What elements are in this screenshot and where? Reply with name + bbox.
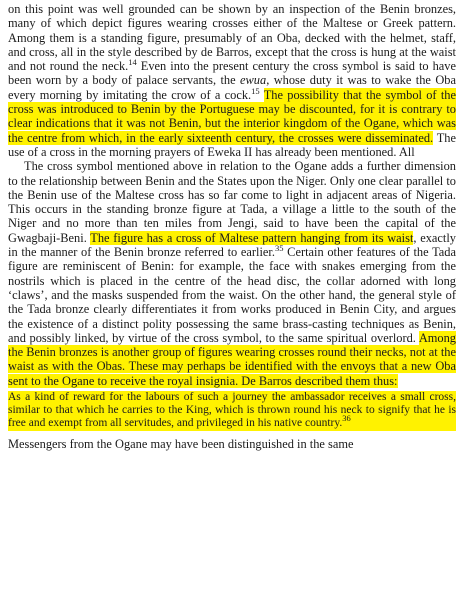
highlight-tada-cross: The figure has a cross of Maltese pattern hanging from its waist xyxy=(90,230,414,245)
paragraph-2-text-c: Certain other features of the Tada figure are reminiscent of Benin: for example, the face with snakes emerging from the nostrils which is placed in the centre of the head disc, the collar adorned with long ‘claws’, and the masks suspended from the waist. On the other hand, the general style of the Tada bronze clearly differentiates it from works produced in Benin City, and argues the existence of a distinct polity possessing the same brass-casting techniques as Benin, and possibly linked, by virtue of the cross symbol, to the same spiritual overlord. xyxy=(8,245,456,345)
paragraph-3-text: Messengers from the Ogane may have been distinguished in the same xyxy=(8,436,354,451)
paragraph-2 xyxy=(8,159,456,388)
paragraph-1-text-d: The use of a cross in the morning prayers of Eweka II has already been mentioned. All xyxy=(8,130,456,159)
paragraph-2-text-a: The cross symbol mentioned above in relation to the Ogane adds a further dimension to the relationship between Benin and the States upon the Niger. Only one clear parallel to the Benin use of the Maltese cross has so far come to light in adjacent areas of Nigeria. This occurs in the standing bronze figure at Tada, a village a little to the south of the Niger and no more than ten miles from Jengi, said to have been the capital of the Gwagbaji-Beni. xyxy=(8,159,456,245)
paragraph-3 xyxy=(8,437,456,451)
paragraph-1-text-c: , whose duty it was to wake the Oba every morning by imitating the crow of a cock. xyxy=(8,73,456,102)
paragraph-1-text-b: Even into the present century the cross symbol is said to have been worn by a body of palace servants, the xyxy=(8,59,456,88)
ewua-term: ewua xyxy=(240,73,267,88)
footnote-ref-14[interactable]: 14 xyxy=(128,57,137,68)
de-barros-quote xyxy=(8,391,456,431)
paragraph-1 xyxy=(8,2,456,159)
quote-text: As a kind of reward for the labours of such a journey the ambassador receives a small cross, similar to that which he carries to the King, which is thrown round his neck to signify that he is free and exempt from all servitudes, and privileged in his native country. xyxy=(8,391,456,430)
footnote-ref-15[interactable]: 15 xyxy=(251,85,260,96)
footnote-ref-36[interactable]: 36 xyxy=(342,413,351,424)
paragraph-2-text-b: , exactly in the manner of the Benin bronze referred to earlier. xyxy=(8,230,456,260)
highlight-envoys: Among the Benin bronzes is another group of figures wearing crosses round their necks, not at the waist as with the Obas. These may perhaps be identified with the envoys that a new Oba sent to the Ogane to receive the royal insignia. De Barros described them thus: xyxy=(8,330,456,388)
paragraph-1-text-a: on this point was well grounded can be shown by an inspection of the Benin bronzes, many of which depict figures wearing crosses either of the Maltese or Greek pattern. Among them is a standing figure, presumably of an Oba, decked with the helmet, staff, and cross, all in the style described by de Barros, except that the cross is hung at the waist and not round the neck. xyxy=(8,2,456,74)
highlight-cross-origin: The possibility that the symbol of the cross was introduced to Benin by the Portuguese may be discounted, for it is contrary to clear indications that it was not Benin, but the interior kingdom of the Ogane, which was the centre from which, in the early sixteenth century, the crosses were disseminated. xyxy=(8,87,456,145)
footnote-ref-35[interactable]: 35 xyxy=(274,242,284,253)
